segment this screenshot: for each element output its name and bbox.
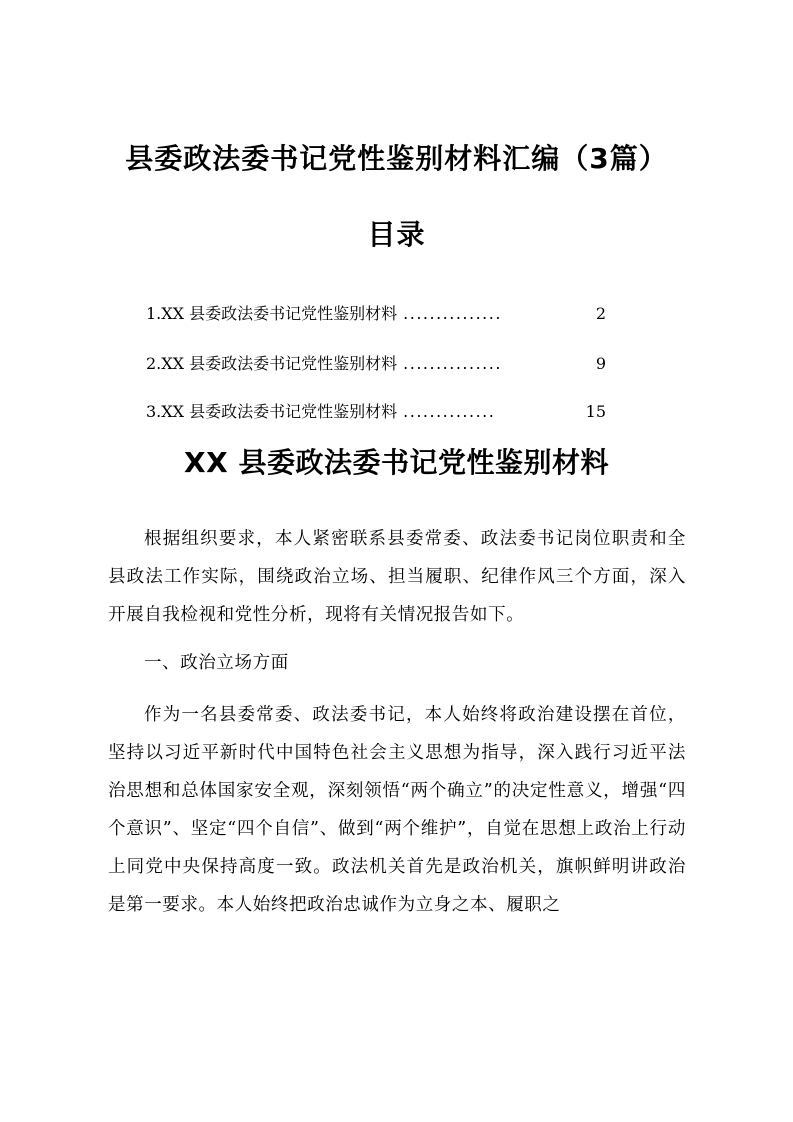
toc-entry[interactable] (146, 302, 606, 326)
document-title: 县委政法委书记党性鉴别材料汇编（3篇） (125, 142, 668, 175)
toc-leader-dots: ............... (403, 354, 502, 373)
toc-entry[interactable] (146, 352, 606, 376)
toc-leader-dots: .............. (403, 402, 496, 421)
body-paragraph: 作为一名县委常委、政法委书记，本人始终将政治建设摆在首位，坚持以习近平新时代中国特色社会主义思想为指导，深入践行习近平法治思想和总体国家安全观，深刻领悟“两个确立”的决定性意义，增强“四个意识”、坚定“四个自信”、做到“两个维护”，自觉在思想上政治上行动上同党中央保持高度一致。政法机关首先是政治机关，旗帜鲜明讲政治是第一要求。本人始终把政治忠诚作为立身之本、履职之 (108, 705, 686, 915)
toc-heading: 目录 (367, 218, 426, 251)
toc-page-number: 9 (595, 354, 606, 373)
section-heading: 一、政治立场方面 (144, 653, 289, 673)
toc-page-number: 15 (585, 402, 606, 421)
toc-entry[interactable] (146, 400, 606, 424)
toc-entry-label: 3.XX 县委政法委书记党性鉴别材料 (146, 402, 398, 421)
toc-entry-label: 2.XX 县委政法委书记党性鉴别材料 (146, 354, 398, 373)
toc-entry-label: 1.XX 县委政法委书记党性鉴别材料 (146, 304, 398, 323)
section-title: XX 县委政法委书记党性鉴别材料 (184, 446, 609, 479)
toc-leader-dots: ............... (403, 304, 502, 323)
intro-paragraph: 根据组织要求，本人紧密联系县委常委、政法委书记岗位职责和全县政法工作实际，围绕政治立场、担当履职、纪律作风三个方面，深入开展自我检视和党性分析，现将有关情况报告如下。 (108, 529, 686, 625)
toc-page-number: 2 (595, 304, 606, 323)
